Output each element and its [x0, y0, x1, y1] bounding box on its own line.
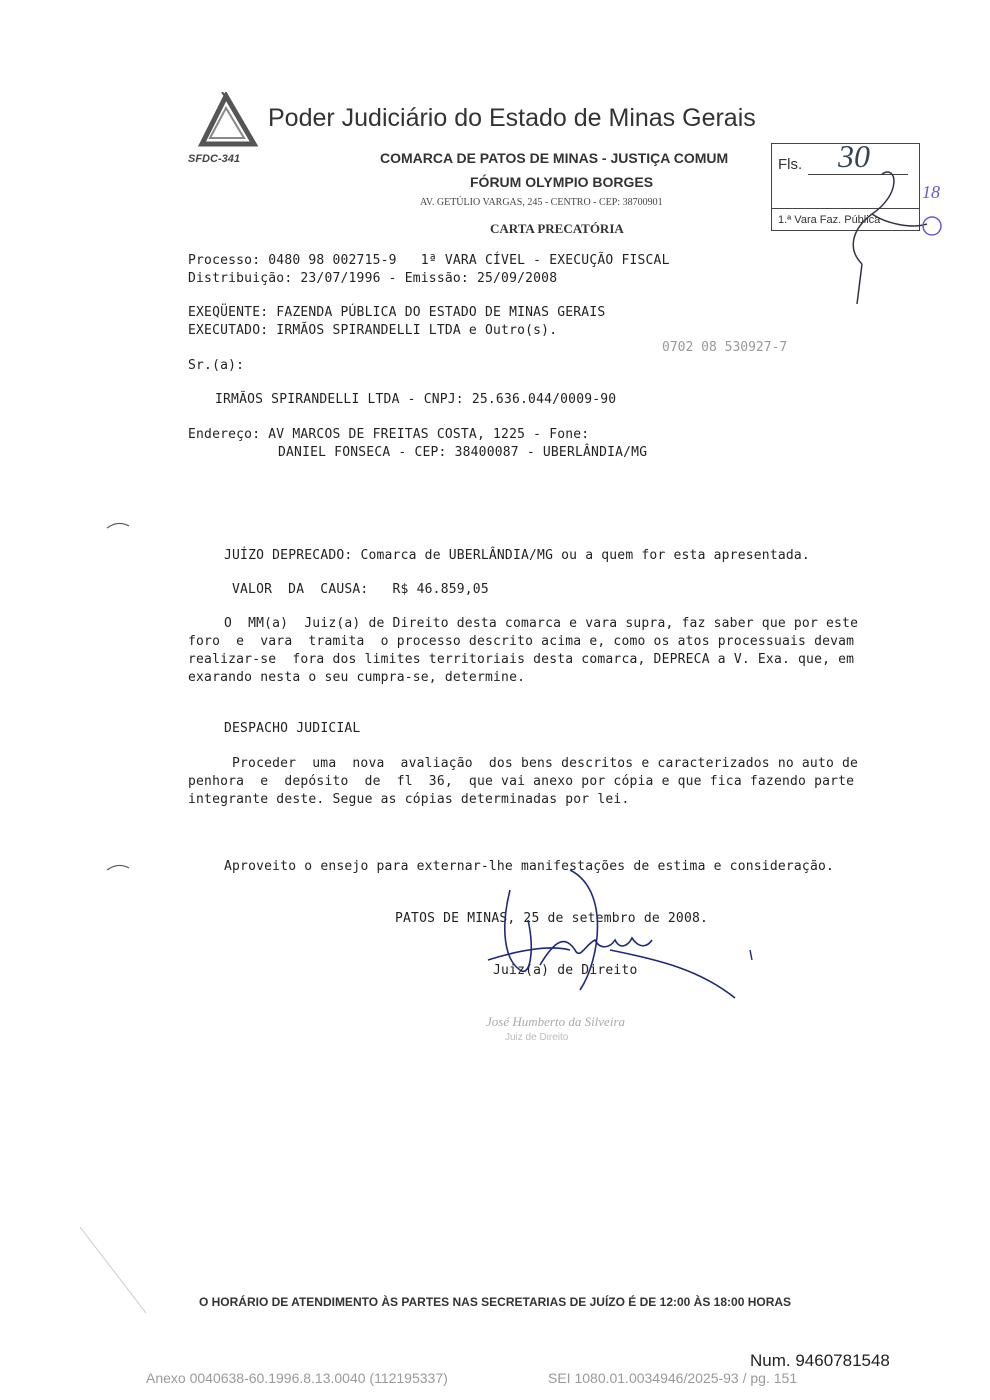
place-date-line: PATOS DE MINAS, 25 de setembro de 2008.	[395, 911, 709, 926]
closing-line: Aproveito o ensejo para externar-lhe manifestações de estima e consideração.	[224, 859, 835, 874]
forum-heading: FÓRUM OLYMPIO BORGES	[470, 174, 654, 190]
folio-label: Fls.	[778, 156, 803, 173]
folio-number: 30	[838, 138, 870, 174]
paragraph-line: O MM(a) Juiz(a) de Direito desta comarca e vara supra, faz saber que por este	[224, 616, 859, 631]
valor-causa-line: VALOR DA CAUSA: R$ 46.859,05	[232, 582, 489, 597]
executado-line: EXECUTADO: IRMÃOS SPIRANDELLI LTDA e Outro(s).	[188, 323, 558, 338]
svg-text:18: 18	[922, 182, 940, 202]
signer-role: Juiz(a) de Direito	[493, 963, 638, 978]
exequente-line: EXEQÜENTE: FAZENDA PÚBLICA DO ESTADO DE MINAS GERAIS	[188, 305, 606, 320]
paragraph-line: exarando nesta o seu cumpra-se, determine.	[188, 670, 526, 685]
paragraph-line: realizar-se fora dos limites territoriais desta comarca, DEPRECA a V. Exa. que, em	[188, 652, 855, 667]
hours-notice: O HORÁRIO DE ATENDIMENTO ÀS PARTES NAS SECRETARIAS DE JUÍZO É DE 12:00 ÀS 18:00 HORAS	[198, 1295, 792, 1309]
paragraph-line: foro e vara tramita o processo descrito acima e, como os atos processuais devam	[188, 634, 855, 649]
sei-reference: SEI 1080.01.0034946/2025-93 / pg. 151	[548, 1370, 798, 1386]
annex-reference: Anexo 0040638-60.1996.8.13.0040 (112195337)	[146, 1370, 448, 1386]
document-number: Num. 9460781548	[750, 1351, 890, 1370]
document-type: CARTA PRECATÓRIA	[490, 221, 624, 236]
sr-line: Sr.(a):	[188, 358, 245, 373]
tribunal-logo-icon	[198, 92, 258, 148]
forum-address: AV. GETÚLIO VARGAS, 245 - CENTRO - CEP: 38700901	[420, 197, 663, 208]
juizo-deprecado-line: JUÍZO DEPRECADO: Comarca de UBERLÂNDIA/MG ou a quem for esta apresentada.	[224, 548, 810, 563]
punch-mark-icon	[106, 862, 130, 872]
signer-stamp-role: Juiz de Direito	[505, 1032, 569, 1043]
despacho-title: DESPACHO JUDICIAL	[224, 721, 361, 736]
signer-stamp-name: José Humberto da Silveira	[486, 1014, 626, 1029]
margin-stamp-icon	[918, 176, 948, 246]
endereco-line-2: DANIEL FONSECA - CEP: 38400087 - UBERLÂNDIA/MG	[278, 445, 648, 460]
despacho-line: Proceder uma nova avaliação dos bens descritos e caracterizados no auto de	[232, 756, 859, 771]
addressee-line: IRMÃOS SPIRANDELLI LTDA - CNPJ: 25.636.044/0009-90	[215, 392, 617, 407]
folio-stamp	[771, 138, 920, 231]
comarca-heading: COMARCA DE PATOS DE MINAS - JUSTIÇA COMUM	[380, 150, 729, 166]
judge-signature-icon	[460, 850, 780, 1010]
court-title: Poder Judiciário do Estado de Minas Gerais	[268, 104, 756, 132]
barcode-number: 0702 08 530927-7	[662, 340, 788, 355]
punch-mark-icon	[106, 520, 130, 530]
distribuicao-line: Distribuição: 23/07/1996 - Emissão: 25/09/2008	[188, 271, 558, 286]
despacho-line: penhora e depósito de fl 36, que vai anexo por cópia e que fica fazendo parte	[188, 774, 855, 789]
despacho-line: integrante deste. Segue as cópias determinadas por lei.	[188, 792, 630, 807]
stamp-vara: 1.ª Vara Faz. Pública	[778, 214, 881, 226]
processo-line: Processo: 0480 98 002715-9 1ª VARA CÍVEL - EXECUÇÃO FISCAL	[188, 253, 670, 268]
folio-initials-icon	[842, 154, 922, 304]
endereco-line-1: Endereço: AV MARCOS DE FREITAS COSTA, 1225 - Fone:	[188, 427, 590, 442]
form-code: SFDC-341	[188, 153, 240, 165]
